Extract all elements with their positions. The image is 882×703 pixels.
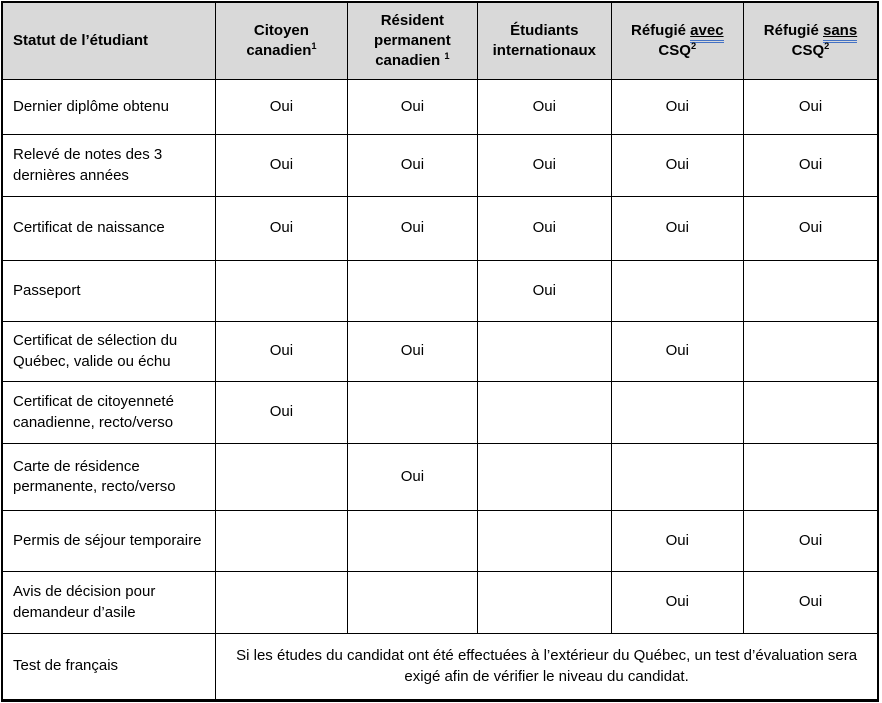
cell-value [744, 322, 879, 382]
table-row-certificat-citoyennete [2, 382, 878, 444]
cell-value [347, 261, 477, 322]
cell-value: Oui [347, 80, 477, 135]
cell-value: Oui [611, 511, 743, 572]
header-label: CSQ [791, 42, 825, 59]
table-row-releve-de-notes [2, 135, 878, 197]
cell-value: Oui [216, 135, 347, 197]
header-label: Étudiants internationaux [492, 21, 596, 59]
cell-value: Oui [744, 572, 879, 634]
cell-value: Oui [611, 197, 743, 261]
table-row-permis-sejour [2, 511, 878, 572]
cell-value: Oui [216, 197, 347, 261]
cell-value [611, 382, 743, 444]
cell-value: Oui [347, 444, 477, 511]
column-header-citoyen-canadien [216, 2, 347, 80]
cell-value [611, 261, 743, 322]
cell-value [744, 444, 879, 511]
cell-value: Oui [347, 135, 477, 197]
table-row-dernier-diplome [2, 80, 878, 135]
cell-value [347, 382, 477, 444]
cell-value [347, 511, 477, 572]
cell-value [744, 261, 879, 322]
cell-value: Oui [611, 135, 743, 197]
cell-value: Oui [216, 80, 347, 135]
cell-value: Oui [216, 382, 347, 444]
column-header-statut [2, 2, 216, 80]
table-row-carte-residence [2, 444, 878, 511]
column-header-etudiants-internationaux [478, 2, 611, 80]
cell-value: Oui [744, 511, 879, 572]
column-header-refugie-sans-csq [744, 2, 879, 80]
cell-value [216, 444, 347, 511]
cell-value [611, 444, 743, 511]
row-label: Certificat de naissance [2, 197, 216, 261]
student-status-documents-table [1, 1, 879, 702]
cell-value [478, 572, 611, 634]
cell-value [216, 572, 347, 634]
header-label: Réfugié [763, 21, 823, 39]
cell-value: Oui [478, 197, 611, 261]
row-label: Relevé de notes des 3 dernières années [2, 135, 216, 197]
footnote-marker: 2 [690, 41, 697, 51]
cell-value [478, 322, 611, 382]
header-label: Statut de l’étudiant [13, 31, 148, 49]
underlined-word: sans [823, 22, 857, 43]
footnote-marker: 2 [824, 41, 830, 51]
row-label: Certificat de citoyenneté canadienne, recto/verso [2, 382, 216, 444]
cell-value [478, 444, 611, 511]
cell-value: Oui [478, 80, 611, 135]
row-label: Certificat de sélection du Québec, valide ou échu [2, 322, 216, 382]
underlined-word: avec [690, 22, 723, 43]
cell-value: Oui [611, 572, 743, 634]
table-row-certificat-selection-quebec [2, 322, 878, 382]
row-label: Permis de séjour temporaire [2, 511, 216, 572]
table-row-passeport [2, 261, 878, 322]
cell-value: Oui [744, 197, 879, 261]
cell-value: Oui [347, 197, 477, 261]
row-label: Dernier diplôme obtenu [2, 80, 216, 135]
table-row-avis-decision [2, 572, 878, 634]
cell-value: Oui [744, 135, 879, 197]
test-francais-note: Si les études du candidat ont été effectuées à l’extérieur du Québec, un test d’évaluation sera exigé afin de vérifier le niveau du candidat. [216, 634, 878, 701]
cell-value [216, 511, 347, 572]
cell-value: Oui [478, 261, 611, 322]
cell-value: Oui [611, 322, 743, 382]
cell-value [216, 261, 347, 322]
table-row-certificat-naissance [2, 197, 878, 261]
cell-value [478, 511, 611, 572]
cell-value: Oui [347, 322, 477, 382]
cell-value: Oui [216, 322, 347, 382]
footnote-marker: 1 [444, 51, 450, 62]
row-label: Avis de décision pour demandeur d’asile [2, 572, 216, 634]
column-header-resident-permanent [347, 2, 477, 80]
cell-value [744, 382, 879, 444]
cell-value [478, 382, 611, 444]
footnote-marker: 1 [311, 41, 317, 51]
row-label: Passeport [2, 261, 216, 322]
column-header-refugie-avec-csq [611, 2, 743, 80]
header-label: Résident permanent canadien [374, 11, 451, 70]
header-label: Réfugié [630, 21, 691, 39]
table-row-test-francais [2, 634, 878, 701]
cell-value [347, 572, 477, 634]
cell-value: Oui [478, 135, 611, 197]
header-label: Citoyen canadien [246, 21, 312, 59]
row-label: Test de français [2, 634, 216, 701]
header-row [2, 2, 878, 80]
header-label: CSQ [658, 42, 691, 59]
cell-value: Oui [611, 80, 743, 135]
cell-value: Oui [744, 80, 879, 135]
row-label: Carte de résidence permanente, recto/verso [2, 444, 216, 511]
